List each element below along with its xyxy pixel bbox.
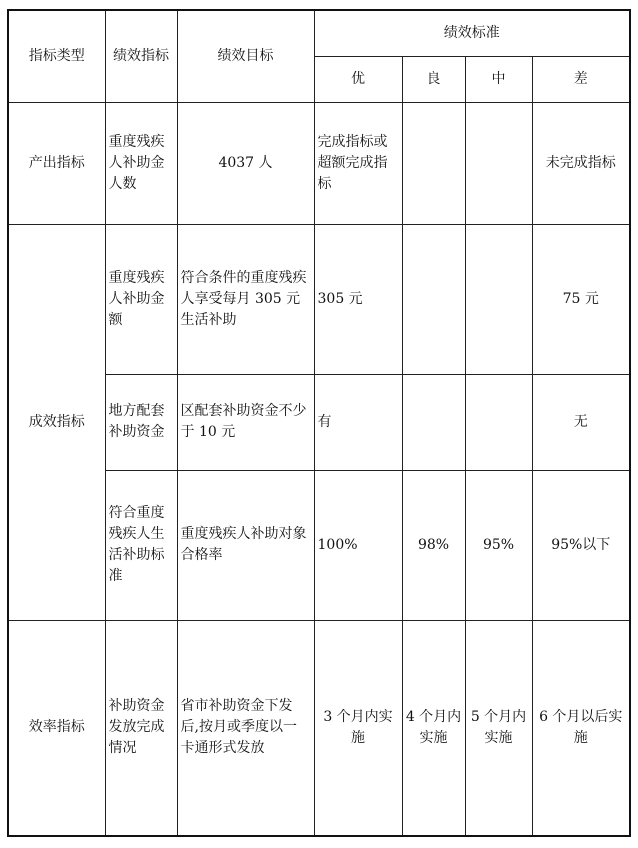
row-medium <box>465 374 532 470</box>
row-excellent: 3 个月内实施 <box>314 620 402 836</box>
row-target: 符合条件的重度残疾人享受每月 305 元生活补助 <box>177 224 314 374</box>
row-excellent: 305 元 <box>314 224 402 374</box>
header-target: 绩效目标 <box>177 10 314 102</box>
row-medium: 95% <box>465 470 532 620</box>
row-type: 效率指标 <box>8 620 105 836</box>
row-target: 省市补助资金下发后,按月或季度以一卡通形式发放 <box>177 620 314 836</box>
row-medium: 5 个月内实施 <box>465 620 532 836</box>
row-poor: 75 元 <box>532 224 630 374</box>
row-target: 区配套补助资金不少于 10 元 <box>177 374 314 470</box>
row-indicator: 地方配套补助资金 <box>105 374 177 470</box>
row-good <box>402 102 465 224</box>
table-row <box>8 102 630 224</box>
header-standard: 绩效标准 <box>314 10 630 56</box>
header-row <box>8 10 630 56</box>
row-indicator: 补助资金发放完成情况 <box>105 620 177 836</box>
row-target: 4037 人 <box>177 102 314 224</box>
header-type: 指标类型 <box>8 10 105 102</box>
row-indicator: 符合重度残疾人生活补助标准 <box>105 470 177 620</box>
row-poor: 95%以下 <box>532 470 630 620</box>
row-type: 产出指标 <box>8 102 105 224</box>
header-level-excellent: 优 <box>314 56 402 102</box>
row-excellent: 完成指标或超额完成指标 <box>314 102 402 224</box>
header-level-poor: 差 <box>532 56 630 102</box>
row-good: 98% <box>402 470 465 620</box>
row-indicator: 重度残疾人补助金人数 <box>105 102 177 224</box>
row-indicator: 重度残疾人补助金额 <box>105 224 177 374</box>
performance-table <box>7 9 631 837</box>
row-poor: 无 <box>532 374 630 470</box>
row-medium <box>465 224 532 374</box>
row-target: 重度残疾人补助对象合格率 <box>177 470 314 620</box>
row-poor: 未完成指标 <box>532 102 630 224</box>
row-good <box>402 374 465 470</box>
table-row <box>8 620 630 836</box>
header-level-good: 良 <box>402 56 465 102</box>
row-poor: 6 个月以后实施 <box>532 620 630 836</box>
header-indicator: 绩效指标 <box>105 10 177 102</box>
row-excellent: 100% <box>314 470 402 620</box>
row-good <box>402 224 465 374</box>
row-medium <box>465 102 532 224</box>
row-excellent: 有 <box>314 374 402 470</box>
header-level-medium: 中 <box>465 56 532 102</box>
row-type: 成效指标 <box>8 224 105 620</box>
table-row <box>8 224 630 374</box>
row-good: 4 个月内实施 <box>402 620 465 836</box>
